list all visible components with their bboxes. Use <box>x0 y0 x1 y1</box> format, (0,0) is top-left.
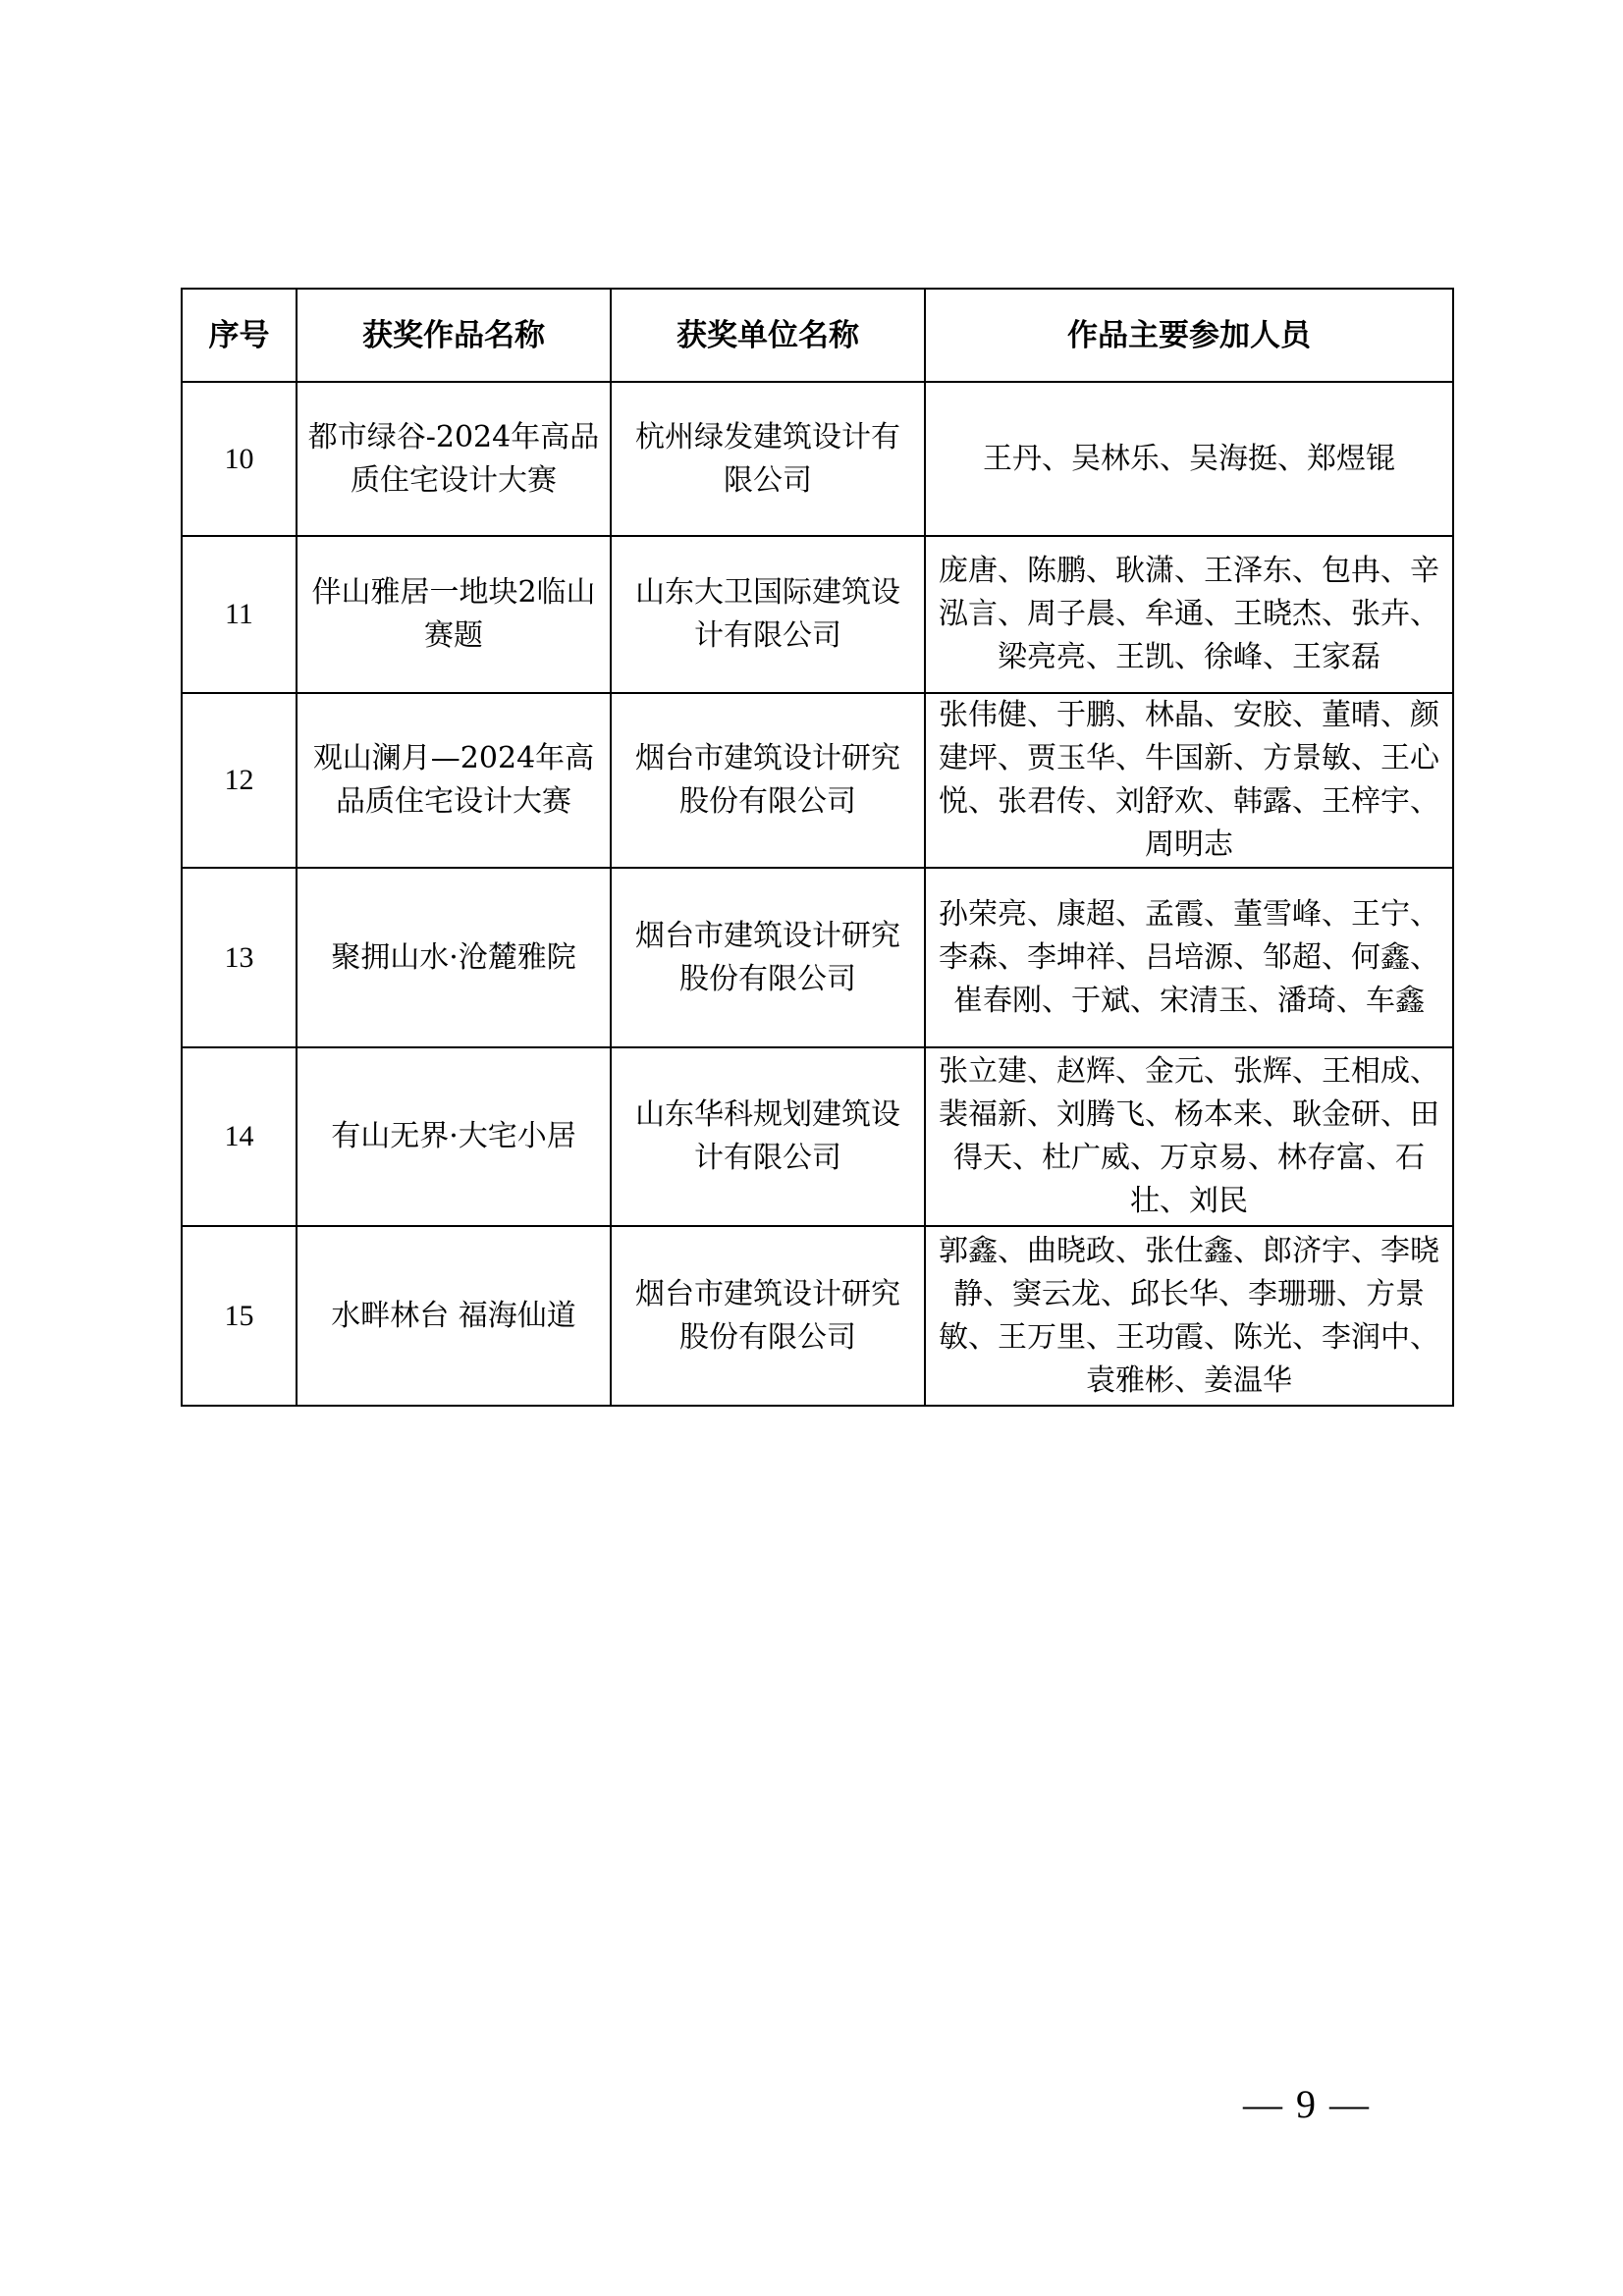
row-work-name: 有山无界·大宅小居 <box>297 1047 611 1226</box>
row-unit-name: 山东华科规划建筑设计有限公司 <box>611 1047 925 1226</box>
header-index: 序号 <box>182 289 297 382</box>
row-index: 13 <box>182 868 297 1047</box>
row-unit-name: 杭州绿发建筑设计有限公司 <box>611 382 925 536</box>
table-row <box>182 1047 1453 1226</box>
page-number: — 9 — <box>1243 2082 1371 2126</box>
row-work-name: 观山澜月—2024年高品质住宅设计大赛 <box>297 693 611 868</box>
header-participants: 作品主要参加人员 <box>925 289 1453 382</box>
table-row <box>182 693 1453 868</box>
row-work-name: 伴山雅居一地块2临山赛题 <box>297 536 611 693</box>
row-unit-name: 烟台市建筑设计研究股份有限公司 <box>611 693 925 868</box>
row-work-name: 聚拥山水·沧麓雅院 <box>297 868 611 1047</box>
table-row <box>182 536 1453 693</box>
table-header-row <box>182 289 1453 382</box>
awards-table <box>181 288 1454 1407</box>
row-participants: 张伟健、于鹏、林晶、安胶、董晴、颜建坪、贾玉华、牛国新、方景敏、王心悦、张君传、刘舒欢、韩露、王梓宇、周明志 <box>925 693 1453 868</box>
table-row <box>182 382 1453 536</box>
row-participants: 郭鑫、曲晓政、张仕鑫、郎济宇、李晓静、窦云龙、邱长华、李珊珊、方景敏、王万里、王功霞、陈光、李润中、袁雅彬、姜温华 <box>925 1226 1453 1406</box>
row-work-name: 都市绿谷-2024年高品质住宅设计大赛 <box>297 382 611 536</box>
row-work-name: 水畔林台 福海仙道 <box>297 1226 611 1406</box>
header-unit-name: 获奖单位名称 <box>611 289 925 382</box>
row-participants: 张立建、赵辉、金元、张辉、王相成、裴福新、刘腾飞、杨本来、耿金研、田得天、杜广威、万京易、林存富、石壮、刘民 <box>925 1047 1453 1226</box>
header-work-name: 获奖作品名称 <box>297 289 611 382</box>
row-unit-name: 烟台市建筑设计研究股份有限公司 <box>611 1226 925 1406</box>
row-participants: 庞唐、陈鹏、耿潇、王泽东、包冉、辛泓言、周子晨、牟通、王晓杰、张卉、梁亮亮、王凯、徐峰、王家磊 <box>925 536 1453 693</box>
row-index: 11 <box>182 536 297 693</box>
row-index: 12 <box>182 693 297 868</box>
row-participants: 王丹、吴林乐、吴海挺、郑煜锟 <box>925 382 1453 536</box>
row-index: 10 <box>182 382 297 536</box>
row-unit-name: 山东大卫国际建筑设计有限公司 <box>611 536 925 693</box>
table-row <box>182 868 1453 1047</box>
table-row <box>182 1226 1453 1406</box>
row-index: 14 <box>182 1047 297 1226</box>
row-participants: 孙荣亮、康超、孟霞、董雪峰、王宁、李森、李坤祥、吕培源、邹超、何鑫、崔春刚、于斌、宋清玉、潘琦、车鑫 <box>925 868 1453 1047</box>
row-unit-name: 烟台市建筑设计研究股份有限公司 <box>611 868 925 1047</box>
row-index: 15 <box>182 1226 297 1406</box>
